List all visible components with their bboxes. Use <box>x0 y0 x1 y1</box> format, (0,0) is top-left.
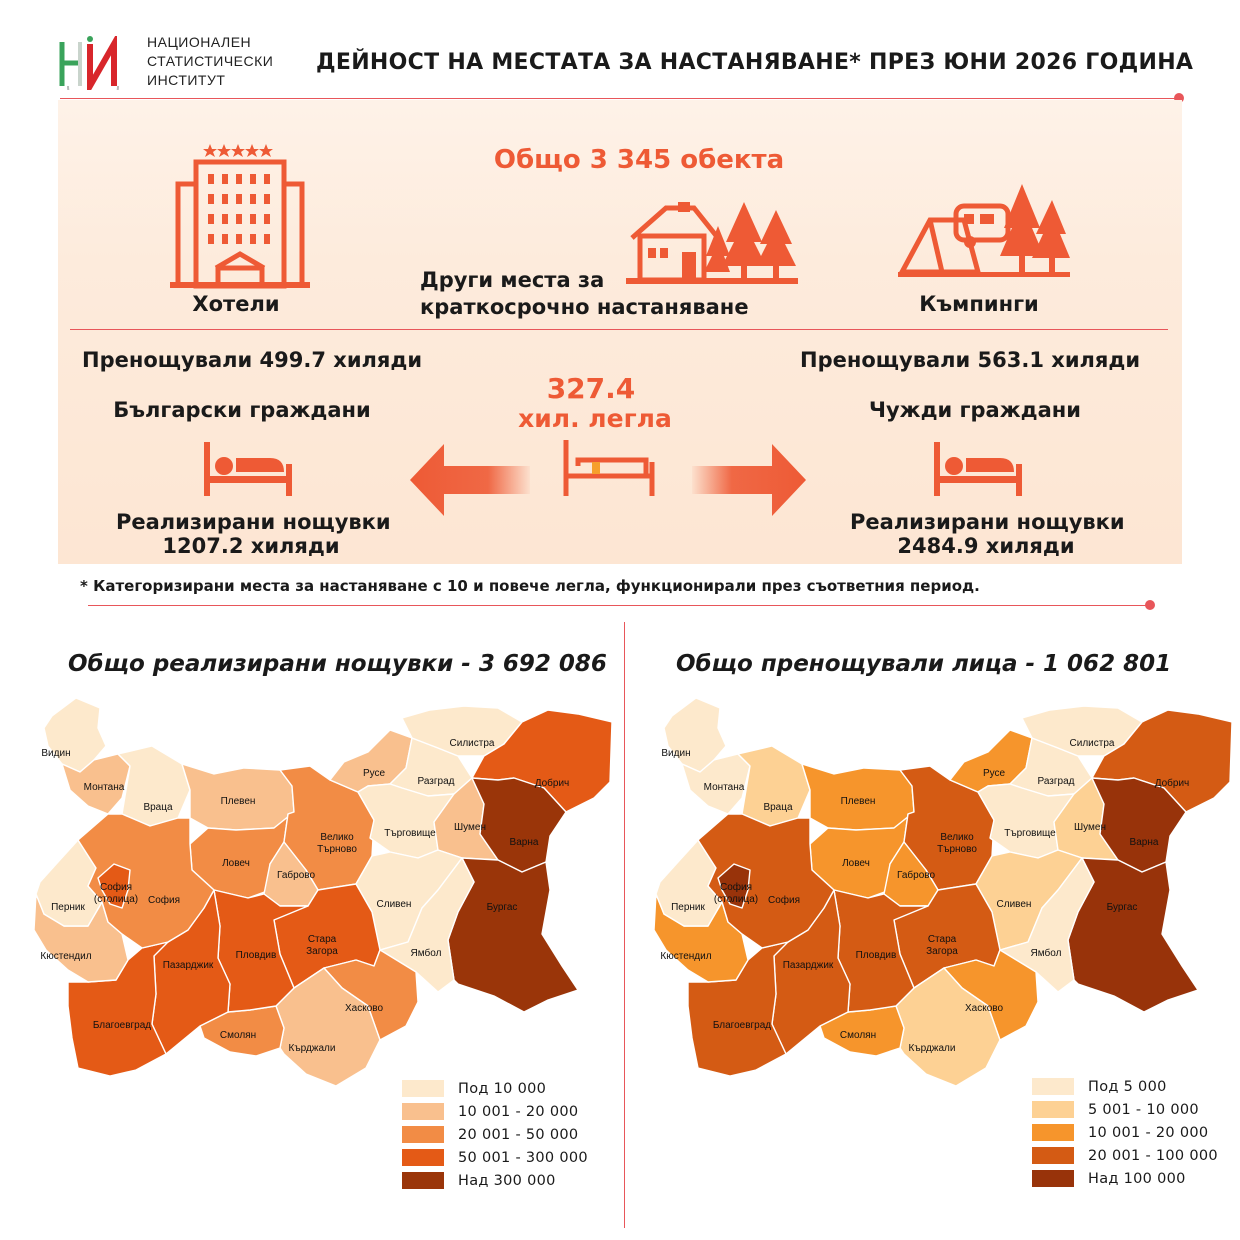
bg-nights-label: Реализирани нощувки <box>116 510 391 534</box>
hotel-icon <box>170 142 310 290</box>
region-label-vratsa: Враца <box>763 802 793 813</box>
left-map-title: Общо реализирани нощувки - 3 692 086 <box>68 651 607 677</box>
region-label-kyustendil: Кюстендил <box>660 951 712 962</box>
region-label-plovdiv: Пловдив <box>855 950 897 961</box>
legend-label: 50 001 - 300 000 <box>458 1149 588 1166</box>
legend-swatch <box>402 1126 444 1143</box>
region-label-targovishte: Търговище <box>1004 828 1056 839</box>
legend-label: 20 001 - 100 000 <box>1088 1147 1218 1164</box>
legend-swatch <box>402 1103 444 1120</box>
region-label-razgrad: Разград <box>1037 776 1075 787</box>
legend-swatch <box>402 1149 444 1166</box>
legend-swatch <box>1032 1170 1074 1187</box>
region-label-pernik: Перник <box>671 902 705 913</box>
legend-right-item <box>1032 1098 1218 1121</box>
nsi-logo-icon <box>58 36 138 90</box>
region-label-montana: Монтана <box>703 782 745 793</box>
region-label-yambol: Ямбол <box>1030 948 1062 959</box>
bed-icon-bulgarian <box>204 440 292 498</box>
bg-nights-value: 1207.2 хиляди <box>162 534 340 558</box>
legend-right-item <box>1032 1144 1218 1167</box>
region-label-vratsa: Враца <box>143 802 173 813</box>
campings-label: Къмпинги <box>919 292 1039 316</box>
legend-label: Под 5 000 <box>1088 1078 1167 1095</box>
foreign-overnight: Пренощували 563.1 хиляди <box>800 348 1141 372</box>
legend-left-item <box>402 1146 588 1169</box>
total-objects: Общо 3 345 обекта <box>493 145 785 175</box>
region-label-pernik: Перник <box>51 902 85 913</box>
region-label-ruse: Русе <box>982 768 1006 779</box>
foreign-nights-label: Реализирани нощувки <box>850 510 1125 534</box>
legend-label: 20 001 - 50 000 <box>458 1126 579 1143</box>
legend-right-item <box>1032 1121 1218 1144</box>
region-label-sliven: Сливен <box>996 899 1032 910</box>
legend-swatch <box>1032 1101 1074 1118</box>
region-label-silistra: Силистра <box>1069 738 1115 749</box>
region-vratsa <box>738 746 810 826</box>
region-label-targovishte: Търговище <box>384 828 436 839</box>
region-label-pleven: Плевен <box>220 796 256 807</box>
bg-citizens-label: Български граждани <box>113 398 371 422</box>
nsi-logo <box>58 36 138 90</box>
right-map-title: Общо пренощували лица - 1 062 801 <box>676 651 1172 677</box>
maps-divider <box>624 622 625 1228</box>
legend-label: 5 001 - 10 000 <box>1088 1101 1199 1118</box>
footnote-divider-dot <box>1145 600 1155 610</box>
legend-left-item <box>402 1169 588 1192</box>
region-label-haskovo: Хасково <box>964 1003 1004 1014</box>
region-label-gabrovo: Габрово <box>896 870 936 881</box>
legend-left <box>402 1077 588 1192</box>
logo-line-3: ИНСТИТУТ <box>147 72 226 88</box>
legend-swatch <box>1032 1078 1074 1095</box>
arrow-right-icon <box>692 444 806 516</box>
legend-left-item <box>402 1123 588 1146</box>
legend-label: Над 100 000 <box>1088 1170 1186 1187</box>
panel-divider <box>70 329 1168 330</box>
legend-left-item <box>402 1077 588 1100</box>
region-label-shumen: Шумен <box>453 822 487 833</box>
region-label-starazagora: Стара Загора <box>306 934 338 957</box>
region-label-sofiacity: София (столица) <box>93 882 139 905</box>
region-label-smolyan: Смолян <box>219 1030 257 1041</box>
beds-value: 327.4 <box>546 372 636 405</box>
logo-text <box>147 33 273 90</box>
region-label-veliko: Велико Търново <box>937 832 977 855</box>
region-label-pazardzhik: Пазарджик <box>782 960 834 971</box>
bed-icon-beds <box>562 438 656 498</box>
bed-icon-foreign <box>934 440 1022 498</box>
region-label-varna: Варна <box>509 837 539 848</box>
region-label-dobrich: Добрич <box>1154 778 1190 789</box>
region-label-kardzhali: Кърджали <box>908 1043 956 1054</box>
logo-line-1: НАЦИОНАЛЕН <box>147 34 252 50</box>
legend-swatch <box>1032 1147 1074 1164</box>
legend-swatch <box>402 1172 444 1189</box>
region-label-silistra: Силистра <box>449 738 495 749</box>
region-label-sliven: Сливен <box>376 899 412 910</box>
logo-line-2: СТАТИСТИЧЕСКИ <box>147 53 274 69</box>
legend-left-item <box>402 1100 588 1123</box>
other-places-label <box>420 267 749 321</box>
region-label-smolyan: Смолян <box>839 1030 877 1041</box>
region-label-varna: Варна <box>1129 837 1159 848</box>
region-label-gabrovo: Габрово <box>276 870 316 881</box>
region-label-starazagora: Стара Загора <box>926 934 958 957</box>
bg-overnight: Пренощували 499.7 хиляди <box>82 348 423 372</box>
arrow-left-icon <box>410 444 530 516</box>
region-label-lovech: Ловеч <box>222 858 250 869</box>
legend-label: Под 10 000 <box>458 1080 547 1097</box>
region-label-burgas: Бургас <box>1106 902 1138 913</box>
legend-right-item <box>1032 1167 1218 1190</box>
hotels-label: Хотели <box>192 292 280 316</box>
legend-swatch <box>1032 1124 1074 1141</box>
region-label-sofiacity: София (столица) <box>713 882 759 905</box>
map-nights <box>18 694 618 1086</box>
region-vratsa <box>118 746 190 826</box>
header-divider <box>60 98 1178 99</box>
legend-swatch <box>402 1080 444 1097</box>
region-label-lovech: Ловеч <box>842 858 870 869</box>
region-label-blagoevgrad: Благоевград <box>92 1020 152 1031</box>
other-places-line-1: Други места за <box>420 268 605 292</box>
region-label-pazardzhik: Пазарджик <box>162 960 214 971</box>
region-label-plovdiv: Пловдив <box>235 950 277 961</box>
region-label-vidin: Видин <box>41 748 71 759</box>
beds-unit: хил. легла <box>518 404 672 433</box>
page-title: ДЕЙНОСТ НА МЕСТАТА ЗА НАСТАНЯВАНЕ* ПРЕЗ ЮНИ 2026 ГОДИНА <box>316 50 1194 75</box>
region-label-vidin: Видин <box>661 748 691 759</box>
region-label-sofia: София <box>767 895 801 906</box>
region-label-burgas: Бургас <box>486 902 518 913</box>
region-label-haskovo: Хасково <box>344 1003 384 1014</box>
region-label-kyustendil: Кюстендил <box>40 951 92 962</box>
region-label-kardzhali: Кърджали <box>288 1043 336 1054</box>
region-label-razgrad: Разград <box>417 776 455 787</box>
legend-label: 10 001 - 20 000 <box>458 1103 579 1120</box>
region-label-sofia: София <box>147 895 181 906</box>
region-label-montana: Монтана <box>83 782 125 793</box>
legend-label: 10 001 - 20 000 <box>1088 1124 1209 1141</box>
footnote: * Категоризирани места за настаняване с 10 и повече легла, функционирали през съответния период. <box>80 577 980 595</box>
map-persons <box>638 694 1238 1086</box>
foreign-citizens-label: Чужди граждани <box>869 398 1081 422</box>
region-label-blagoevgrad: Благоевград <box>712 1020 772 1031</box>
legend-right <box>1032 1075 1218 1190</box>
legend-label: Над 300 000 <box>458 1172 556 1189</box>
region-label-pleven: Плевен <box>840 796 876 807</box>
region-label-shumen: Шумен <box>1073 822 1107 833</box>
region-label-veliko: Велико Търново <box>317 832 357 855</box>
foreign-nights-value: 2484.9 хиляди <box>897 534 1075 558</box>
legend-right-item <box>1032 1075 1218 1098</box>
camping-icon <box>898 180 1070 280</box>
other-places-line-2: краткосрочно настаняване <box>420 295 749 319</box>
region-label-ruse: Русе <box>362 768 386 779</box>
region-label-dobrich: Добрич <box>534 778 570 789</box>
region-label-yambol: Ямбол <box>410 948 442 959</box>
footnote-divider <box>88 605 1148 606</box>
